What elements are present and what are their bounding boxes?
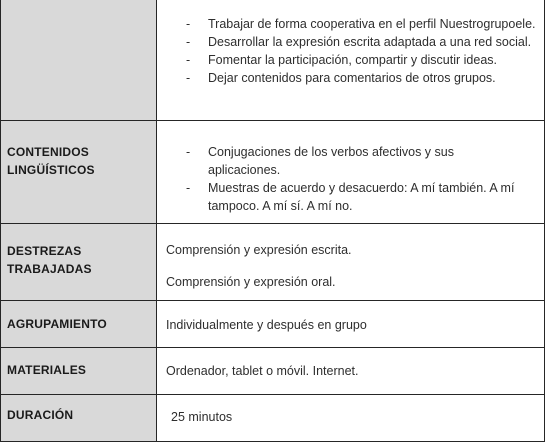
row-label-empty (1, 0, 157, 121)
row-label-destrezas (1, 224, 157, 301)
table-row-materiales (1, 348, 545, 395)
list-item: - Conjugaciones de los verbos afectivos y sus aplicaciones. (208, 143, 498, 179)
table-row-destrezas (1, 224, 545, 301)
materiales-value: Ordenador, tablet o móvil. Internet. (166, 364, 359, 378)
list-item: - Dejar contenidos para comentarios de otros grupos. (208, 69, 536, 87)
label-text: DURACIÓN (7, 408, 74, 422)
table-row-objectives (1, 0, 545, 121)
table-row-contenidos (1, 121, 545, 224)
agrupamiento-cell (157, 301, 545, 348)
label-line: TRABAJADAS (7, 262, 92, 276)
duracion-cell (157, 395, 545, 442)
contenidos-cell (157, 121, 545, 224)
row-label-contenidos (1, 121, 157, 224)
row-label-duracion (1, 395, 157, 442)
contenidos-list (166, 121, 536, 215)
label-text: AGRUPAMIENTO (7, 317, 107, 331)
objectives-list (166, 7, 536, 87)
objectives-cell (157, 0, 545, 121)
list-item: - Desarrollar la expresión escrita adaptada a una red social. (208, 33, 546, 51)
materiales-cell (157, 348, 545, 395)
label-line: DESTREZAS (7, 244, 82, 258)
label-text: MATERIALES (7, 363, 87, 377)
table-row-agrupamiento (1, 301, 545, 348)
label-line: LINGÜÍSTICOS (7, 163, 95, 177)
table-row-duracion (1, 395, 545, 442)
label-line: CONTENIDOS (7, 145, 90, 159)
row-label-agrupamiento (1, 301, 157, 348)
destreza-line: Comprensión y expresión oral. (166, 275, 336, 289)
list-item: - Muestras de acuerdo y desacuerdo: A mí también. A mí tampoco. A mí sí. A mí no. (208, 179, 546, 215)
list-item: - Fomentar la participación, compartir y discutir ideas. (208, 51, 536, 69)
destreza-line: Comprensión y expresión escrita. (166, 243, 352, 257)
destrezas-cell (157, 224, 545, 301)
row-label-materiales (1, 348, 157, 395)
duracion-value: 25 minutos (171, 410, 233, 424)
agrupamiento-value: Individualmente y después en grupo (166, 318, 367, 332)
list-item: - Trabajar de forma cooperativa en el perfil Nuestrogrupoele. (208, 15, 538, 33)
